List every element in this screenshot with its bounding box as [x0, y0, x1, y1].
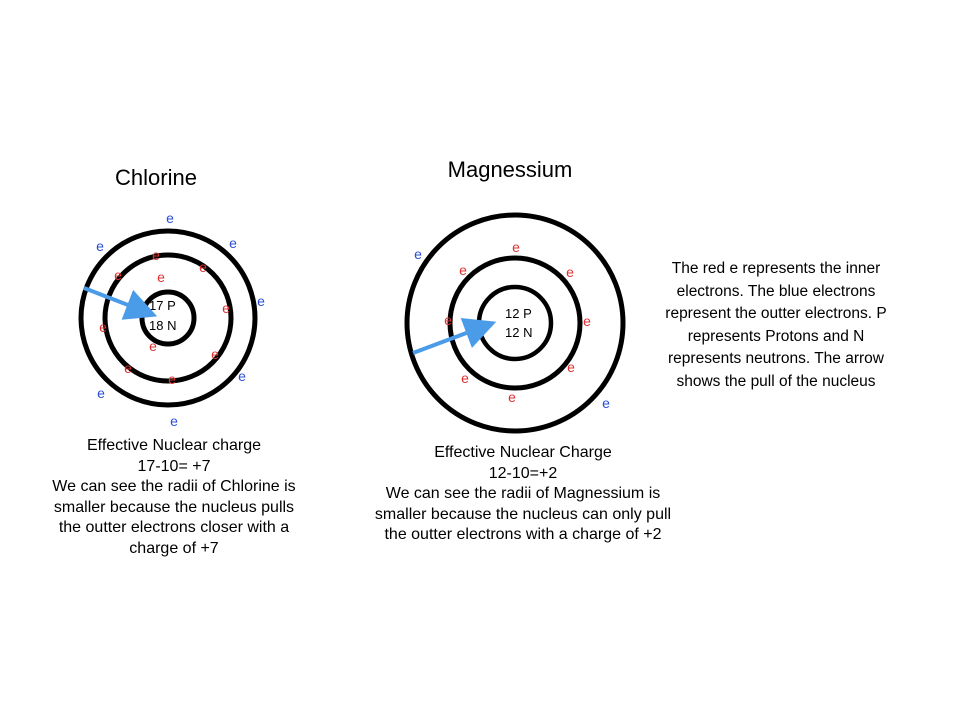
inner-electron: e: [508, 389, 516, 405]
caption-line: 17-10= +7: [137, 457, 211, 475]
caption-line: smaller because the nucleus pulls: [53, 498, 295, 516]
caption-line: the outter electrons closer with a: [58, 519, 290, 536]
outer-electron: e: [229, 235, 237, 251]
inner-electron: e: [583, 313, 591, 329]
nucleus-pull-arrow: [84, 288, 146, 312]
magnesium-nucleus: [479, 287, 551, 359]
outer-electron: e: [414, 246, 422, 262]
outer-electron: e: [238, 368, 246, 384]
inner-electron: e: [512, 239, 520, 255]
caption-line: Effective Nuclear Charge: [434, 444, 612, 461]
outer-electron: e: [96, 238, 104, 254]
caption-line: smaller because the nucleus can only pull: [374, 505, 672, 523]
chlorine-diagram: [81, 165, 265, 429]
legend-line: The red e represents the inner: [671, 260, 881, 277]
inner-electron: e: [199, 259, 207, 275]
magnesium-caption: [352, 443, 694, 546]
magnesium-title: Magnessium: [447, 157, 573, 182]
magnesium-protons: 12 P: [505, 306, 532, 321]
inner-electron: e: [168, 371, 176, 387]
inner-electron: e: [149, 338, 157, 354]
magnesium-neutrons: 12 N: [505, 325, 533, 340]
inner-electron: e: [566, 264, 574, 280]
legend-text: [636, 258, 916, 393]
caption-line: the outter electrons with a charge of +2: [384, 526, 662, 543]
inner-electron: e: [152, 247, 160, 263]
caption-line: We can see the radii of Magnessium is: [385, 485, 661, 502]
chlorine-protons: 17 P: [149, 298, 176, 313]
inner-electron: e: [444, 312, 452, 328]
inner-electron: e: [114, 267, 122, 283]
legend-line: represent the outter electrons. P: [665, 305, 887, 322]
inner-electron: e: [211, 346, 219, 362]
legend-line: electrons. The blue electrons: [676, 282, 876, 300]
outer-electron: e: [257, 293, 265, 309]
inner-electron: e: [567, 359, 575, 375]
inner-electron: e: [157, 269, 165, 285]
inner-electron: e: [99, 319, 107, 335]
outer-electron: e: [166, 210, 174, 226]
chlorine-neutrons: 18 N: [149, 318, 177, 333]
inner-electron: e: [222, 300, 230, 316]
chlorine-title: Chlorine: [115, 165, 197, 190]
magnesium-middle-shell: [450, 258, 580, 388]
legend-line: represents neutrons. The arrow: [668, 350, 884, 367]
outer-electron: e: [602, 395, 610, 411]
inner-electron: e: [459, 262, 467, 278]
inner-electron: e: [461, 370, 469, 386]
caption-line: 12-10=+2: [488, 464, 558, 482]
magnesium-diagram: [407, 157, 623, 431]
caption-line: Effective Nuclear charge: [86, 437, 261, 454]
outer-electron: e: [97, 385, 105, 401]
outer-electron: e: [170, 413, 178, 429]
caption-line: charge of +7: [129, 539, 219, 557]
caption-line: We can see the radii of Chlorine is: [52, 478, 296, 495]
legend-line: shows the pull of the nucleus: [676, 372, 876, 390]
inner-electron: e: [124, 360, 132, 376]
chlorine-caption: [30, 436, 318, 559]
legend-line: represents Protons and N: [687, 327, 865, 345]
